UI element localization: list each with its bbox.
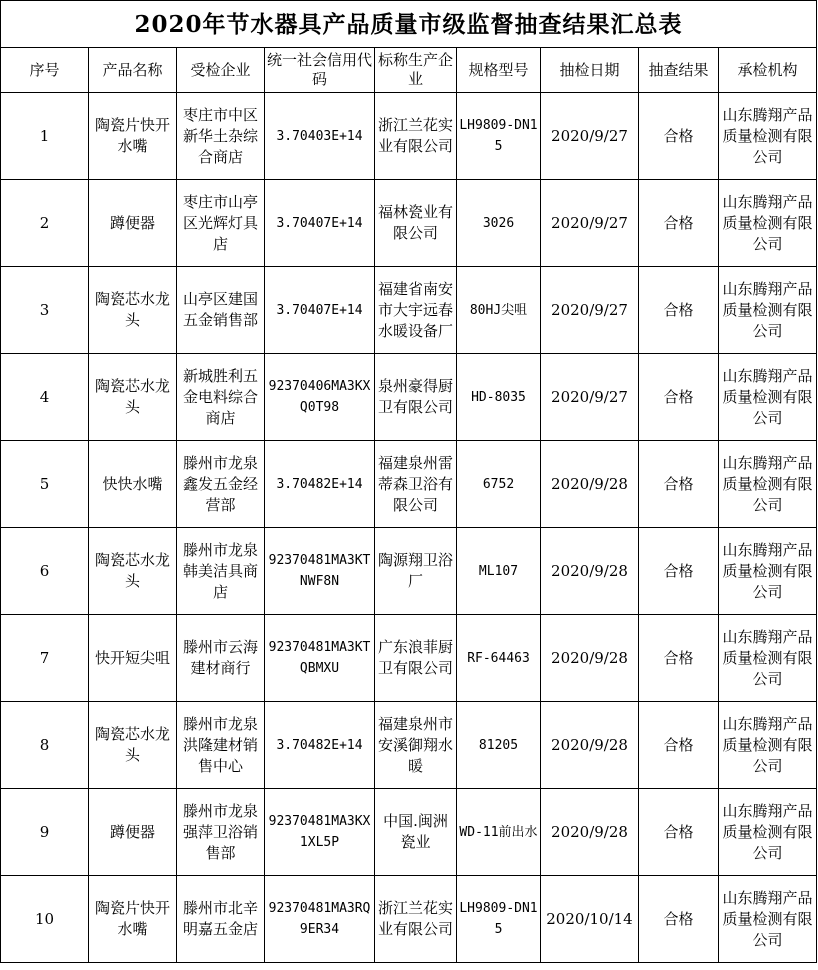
cell-model: HD-8035 [457, 354, 541, 441]
table-row [1, 876, 817, 963]
cell-model: ML107 [457, 528, 541, 615]
cell-seq: 5 [1, 441, 89, 528]
cell-manufacturer: 福林瓷业有限公司 [375, 180, 457, 267]
cell-agency: 山东腾翔产品质量检测有限公司 [719, 93, 817, 180]
cell-product: 陶瓷芯水龙头 [89, 267, 177, 354]
cell-agency: 山东腾翔产品质量检测有限公司 [719, 876, 817, 963]
header-agency: 承检机构 [719, 48, 817, 93]
header-product: 产品名称 [89, 48, 177, 93]
cell-manufacturer: 浙江兰花实业有限公司 [375, 93, 457, 180]
table-row [1, 615, 817, 702]
cell-agency: 山东腾翔产品质量检测有限公司 [719, 354, 817, 441]
cell-model: WD-11前出水 [457, 789, 541, 876]
cell-result: 合格 [639, 267, 719, 354]
header-result: 抽查结果 [639, 48, 719, 93]
cell-result: 合格 [639, 354, 719, 441]
cell-product: 快开短尖咀 [89, 615, 177, 702]
cell-manufacturer: 陶源翔卫浴厂 [375, 528, 457, 615]
cell-credit-code: 3.70482E+14 [265, 441, 375, 528]
cell-manufacturer: 泉州豪得厨卫有限公司 [375, 354, 457, 441]
header-row [1, 48, 817, 93]
table-row [1, 528, 817, 615]
cell-result: 合格 [639, 789, 719, 876]
cell-product: 陶瓷片快开水嘴 [89, 876, 177, 963]
table-title: 2020年节水器具产品质量市级监督抽查结果汇总表 [1, 1, 817, 48]
header-model: 规格型号 [457, 48, 541, 93]
cell-seq: 7 [1, 615, 89, 702]
cell-result: 合格 [639, 93, 719, 180]
cell-product: 陶瓷芯水龙头 [89, 528, 177, 615]
cell-credit-code: 3.70407E+14 [265, 267, 375, 354]
cell-date: 2020/9/28 [541, 789, 639, 876]
cell-agency: 山东腾翔产品质量检测有限公司 [719, 789, 817, 876]
cell-product: 快快水嘴 [89, 441, 177, 528]
cell-model: 3026 [457, 180, 541, 267]
cell-date: 2020/9/27 [541, 354, 639, 441]
cell-agency: 山东腾翔产品质量检测有限公司 [719, 180, 817, 267]
cell-credit-code: 92370481MA3KTQBMXU [265, 615, 375, 702]
header-date: 抽检日期 [541, 48, 639, 93]
table-body [1, 93, 817, 963]
cell-manufacturer: 中国.闽洲瓷业 [375, 789, 457, 876]
cell-model: 80HJ尖咀 [457, 267, 541, 354]
cell-seq: 1 [1, 93, 89, 180]
cell-credit-code: 3.70482E+14 [265, 702, 375, 789]
cell-product: 陶瓷芯水龙头 [89, 354, 177, 441]
cell-model: 6752 [457, 441, 541, 528]
cell-model: 81205 [457, 702, 541, 789]
cell-manufacturer: 福建泉州市安溪御翔水暖 [375, 702, 457, 789]
header-credit-code: 统一社会信用代码 [265, 48, 375, 93]
cell-model: RF-64463 [457, 615, 541, 702]
cell-enterprise: 滕州市北辛明嘉五金店 [177, 876, 265, 963]
cell-agency: 山东腾翔产品质量检测有限公司 [719, 615, 817, 702]
table-row [1, 354, 817, 441]
cell-enterprise: 枣庄市中区新华土杂综合商店 [177, 93, 265, 180]
cell-model: LH9809-DN15 [457, 876, 541, 963]
cell-enterprise: 山亭区建国五金销售部 [177, 267, 265, 354]
cell-date: 2020/9/27 [541, 267, 639, 354]
cell-seq: 3 [1, 267, 89, 354]
header-seq: 序号 [1, 48, 89, 93]
cell-credit-code: 92370481MA3KTNWF8N [265, 528, 375, 615]
cell-model: LH9809-DN15 [457, 93, 541, 180]
cell-date: 2020/9/28 [541, 528, 639, 615]
cell-product: 陶瓷芯水龙头 [89, 702, 177, 789]
cell-seq: 9 [1, 789, 89, 876]
header-enterprise: 受检企业 [177, 48, 265, 93]
cell-enterprise: 滕州市龙泉强萍卫浴销售部 [177, 789, 265, 876]
header-manufacturer: 标称生产企业 [375, 48, 457, 93]
cell-result: 合格 [639, 528, 719, 615]
cell-seq: 10 [1, 876, 89, 963]
cell-credit-code: 92370406MA3KXQ0T98 [265, 354, 375, 441]
cell-agency: 山东腾翔产品质量检测有限公司 [719, 528, 817, 615]
cell-credit-code: 92370481MA3RQ9ER34 [265, 876, 375, 963]
cell-product: 蹲便器 [89, 180, 177, 267]
cell-agency: 山东腾翔产品质量检测有限公司 [719, 441, 817, 528]
cell-enterprise: 滕州市龙泉洪隆建材销售中心 [177, 702, 265, 789]
cell-date: 2020/9/28 [541, 702, 639, 789]
cell-product: 陶瓷片快开水嘴 [89, 93, 177, 180]
cell-result: 合格 [639, 702, 719, 789]
cell-enterprise: 新城胜利五金电料综合商店 [177, 354, 265, 441]
cell-date: 2020/9/28 [541, 441, 639, 528]
table-row [1, 441, 817, 528]
cell-result: 合格 [639, 180, 719, 267]
cell-seq: 6 [1, 528, 89, 615]
cell-date: 2020/9/28 [541, 615, 639, 702]
cell-agency: 山东腾翔产品质量检测有限公司 [719, 702, 817, 789]
cell-enterprise: 滕州市云海建材商行 [177, 615, 265, 702]
cell-manufacturer: 浙江兰花实业有限公司 [375, 876, 457, 963]
cell-credit-code: 3.70403E+14 [265, 93, 375, 180]
cell-result: 合格 [639, 876, 719, 963]
cell-credit-code: 92370481MA3KX1XL5P [265, 789, 375, 876]
cell-product: 蹲便器 [89, 789, 177, 876]
cell-result: 合格 [639, 441, 719, 528]
cell-credit-code: 3.70407E+14 [265, 180, 375, 267]
cell-seq: 8 [1, 702, 89, 789]
cell-manufacturer: 广东浪菲厨卫有限公司 [375, 615, 457, 702]
cell-result: 合格 [639, 615, 719, 702]
table-row [1, 789, 817, 876]
cell-date: 2020/10/14 [541, 876, 639, 963]
cell-date: 2020/9/27 [541, 180, 639, 267]
cell-manufacturer: 福建省南安市大宇远春水暖设备厂 [375, 267, 457, 354]
cell-seq: 4 [1, 354, 89, 441]
cell-seq: 2 [1, 180, 89, 267]
cell-enterprise: 枣庄市山亭区光辉灯具店 [177, 180, 265, 267]
cell-enterprise: 滕州市龙泉韩美洁具商店 [177, 528, 265, 615]
cell-agency: 山东腾翔产品质量检测有限公司 [719, 267, 817, 354]
cell-enterprise: 滕州市龙泉鑫发五金经营部 [177, 441, 265, 528]
table-row [1, 180, 817, 267]
cell-date: 2020/9/27 [541, 93, 639, 180]
cell-manufacturer: 福建泉州雷蒂森卫浴有限公司 [375, 441, 457, 528]
table-row [1, 93, 817, 180]
table-row [1, 267, 817, 354]
table-row [1, 702, 817, 789]
